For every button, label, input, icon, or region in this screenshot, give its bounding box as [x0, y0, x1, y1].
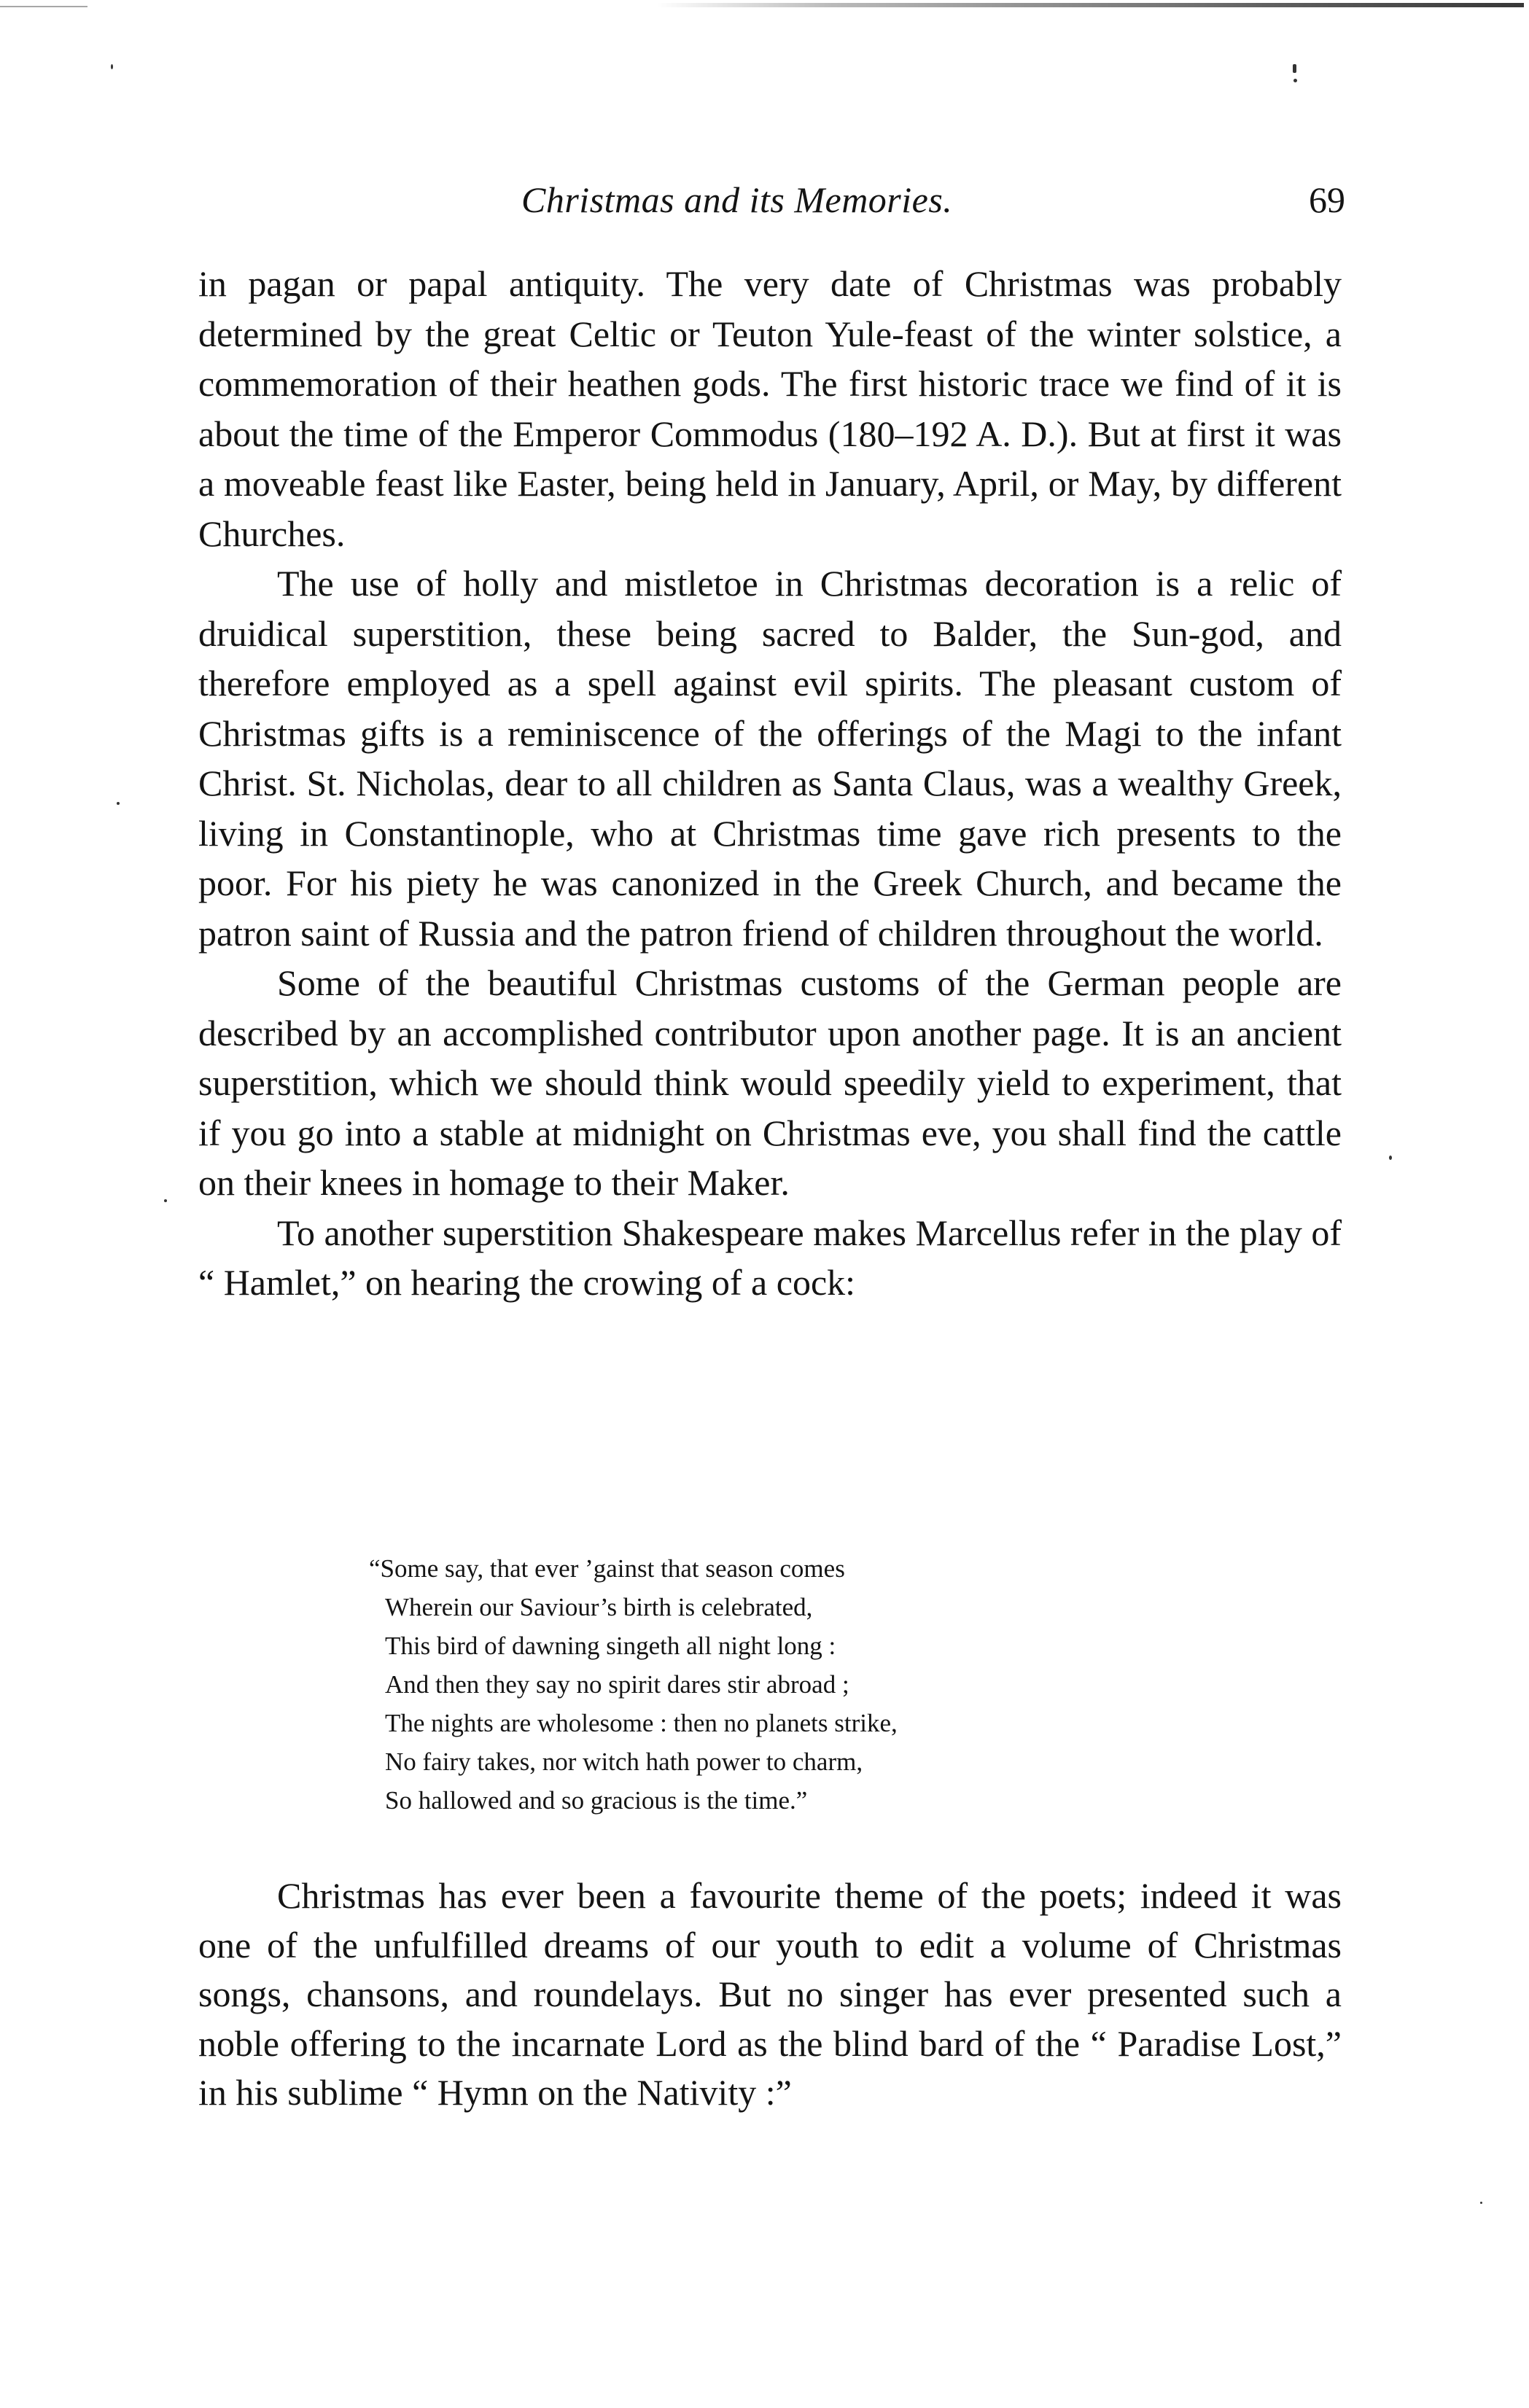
scan-speck — [111, 64, 113, 69]
scan-speck — [1293, 79, 1297, 82]
paragraph: Some of the beautiful Christmas customs of the German people are described by an accomplished contributor upon another page. It is an ancient superstition, which we should think would speedily yield to experiment, that if you go into a stable at midnight on Christmas eve, you shall find the cattle on their knees in homage to their Maker. — [198, 962, 1342, 1203]
paragraph: The use of holly and mistletoe in Christmas decoration is a relic of druidical superstition, these being sacred to Balder, the Sun-god, and therefore employed as a spell against evil spirits. The pleasant custom of Christmas gifts is a reminiscence of the offerings of the Magi to the infant Christ. St. Nicholas, dear to all children as Santa Claus, was a wealthy Greek, living in Constantinople, who at Christmas time gave rich presents to the poor. For his piety he was canonized in the Greek Church, and became the patron saint of Russia and the patron friend of children throughout the world. — [198, 563, 1342, 954]
scan-speck — [164, 1199, 167, 1202]
scan-speck — [1480, 2202, 1482, 2204]
verse-line: The nights are wholesome : then no planets strike, — [385, 1709, 898, 1737]
scan-speck — [117, 802, 120, 805]
closing-text — [198, 1871, 1342, 2118]
verse-line: No fairy takes, nor witch hath power to charm, — [385, 1747, 863, 1776]
page-number: 69 — [1309, 179, 1345, 220]
verse-line: And then they say no spirit dares stir abroad ; — [385, 1670, 849, 1699]
scan-speck — [1293, 64, 1296, 73]
verse-line: Wherein our Saviour’s birth is celebrated, — [385, 1593, 813, 1621]
paragraph: To another superstition Shakespeare makes Marcellus refer in the play of “ Hamlet,” on hearing the crowing of a cock: — [198, 1212, 1342, 1303]
verse-line: This bird of dawning singeth all night long : — [385, 1632, 836, 1660]
verse-quotation — [369, 1549, 1187, 1820]
running-head-title: Christmas and its Memories. — [521, 179, 953, 220]
scan-edge-shadow — [656, 3, 1524, 7]
scan-edge-mark — [0, 6, 87, 7]
verse-line: So hallowed and so gracious is the time.” — [385, 1786, 808, 1815]
verse-line: “Some say, that ever ’gainst that season comes — [369, 1554, 845, 1583]
main-text — [198, 259, 1342, 1308]
running-head — [204, 179, 1345, 230]
paragraph: Christmas has ever been a favourite theme of the poets; indeed it was one of the unfulfilled dreams of our youth to edit a volume of Christmas songs, chansons, and roundelays. But no singer has ever presented such a noble offering to the incarnate Lord as the blind bard of the “ Paradise Lost,” in his sublime “ Hymn on the Nativity :” — [198, 1875, 1342, 2113]
scan-speck — [1389, 1156, 1392, 1160]
paragraph: in pagan or papal antiquity. The very date of Christmas was probably determined by the great Celtic or Teuton Yule-feast of the winter solstice, a commemoration of their heathen gods. The first historic trace we find of it is about the time of the Emperor Commodus (180–192 A. D.). But at first it was a moveable feast like Easter, being held in January, April, or May, by different Churches. — [198, 263, 1342, 554]
